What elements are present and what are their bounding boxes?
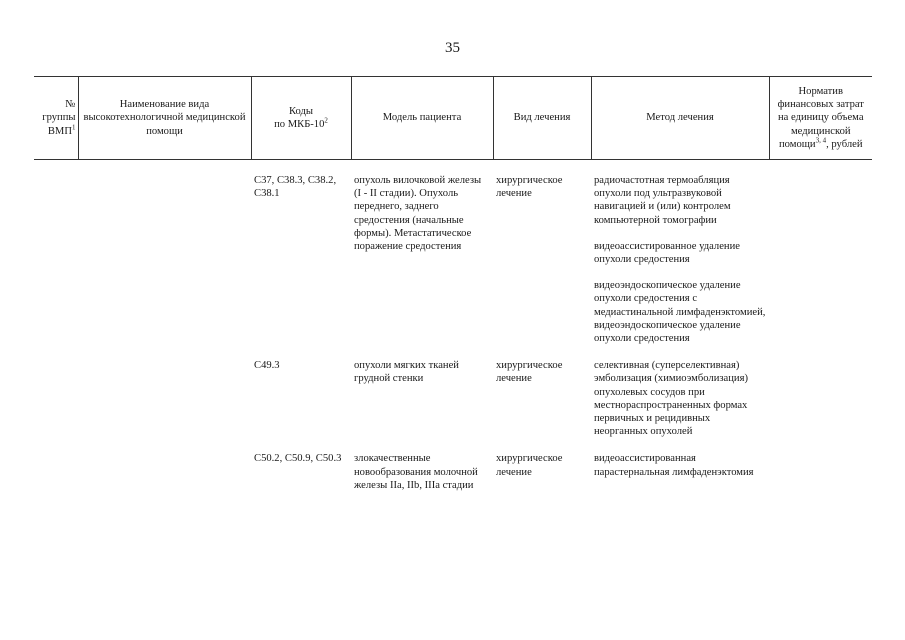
cell-icd-codes: C37, C38.3, C38.2, C38.1 <box>254 175 337 200</box>
header-codes-footnote: 2 <box>324 116 328 125</box>
cell-patient-model: опухоли мягких тканей грудной стенки <box>354 360 459 385</box>
cell-patient-model: злокачественные новообразования молочной железы IIa, IIb, IIIa стадии <box>354 453 478 491</box>
method-item: видеоассистированная парастернальная лимфаденэктомия <box>594 453 754 478</box>
cell-treatment-type: хирургическое лечение <box>496 360 563 385</box>
header-num-symbol: № <box>65 99 76 111</box>
header-care-name <box>78 77 251 160</box>
header-num-vmp: ВМП <box>47 125 72 137</box>
header-treatment-method-text: Метод лечения <box>646 112 714 124</box>
table-row <box>34 452 872 506</box>
method-item: видеоэндоскопическое удаление опухоли средостения с медиастинальной лимфаденэктомией, видеоэндоскопическое удаление опухоли средостения <box>594 280 766 345</box>
header-norm-unit: , рублей <box>826 138 863 150</box>
cell-icd-codes: C49.3 <box>254 360 280 372</box>
cell-treatment-method <box>591 359 769 452</box>
header-patient-model-text: Модель пациента <box>382 112 462 124</box>
cell-cost-norm <box>769 160 872 360</box>
method-item: селективная (суперселективная) эмболизация (химиоэмболизация) опухолевых сосудов при местнораспространенных формах первичных и рецидивных неорганных опухолей <box>594 360 748 438</box>
cell-patient-model: опухоль вилочковой железы (I - II стадии). Опухоль переднего, заднего средостения (начальные формы). Метастатическое поражение средостения <box>354 175 482 253</box>
cell-group-number <box>34 359 78 452</box>
cell-cost-norm <box>769 452 872 506</box>
method-item: радиочастотная термоабляция опухоли под ультразвуковой навигацией и (или) контролем компьютерной томографии <box>594 175 731 226</box>
cell-cost-norm <box>769 359 872 452</box>
cell-treatment-method <box>591 160 769 360</box>
header-care-name-text: Наименование вида высокотехнологичной медицинской помощи <box>83 99 246 137</box>
header-num-group: группы <box>42 112 76 124</box>
cell-group-number <box>34 452 78 506</box>
header-norm-text: Норматив финансовых затрат на единицу объема медицинской помощи <box>777 85 864 150</box>
header-icd-codes <box>251 77 351 160</box>
cell-treatment-type: хирургическое лечение <box>496 453 563 478</box>
header-cost-norm <box>769 77 872 160</box>
table-row <box>34 160 872 360</box>
cell-care-name <box>78 160 251 360</box>
vmp-table <box>34 76 872 506</box>
header-treatment-type-text: Вид лечения <box>513 112 571 124</box>
cell-treatment-method <box>591 452 769 506</box>
cell-treatment-type: хирургическое лечение <box>496 175 563 200</box>
table-row <box>34 359 872 452</box>
header-patient-model <box>351 77 493 160</box>
header-group-number <box>34 77 78 160</box>
header-treatment-method <box>591 77 769 160</box>
cell-group-number <box>34 160 78 360</box>
header-num-footnote: 1 <box>72 123 76 132</box>
header-norm-footnote: 3, 4 <box>815 136 827 145</box>
page-number: 35 <box>445 40 460 56</box>
cell-icd-codes: C50.2, C50.9, C50.3 <box>254 453 342 465</box>
method-item: видеоассистированное удаление опухоли средостения <box>594 240 740 266</box>
header-treatment-type <box>493 77 591 160</box>
cell-care-name <box>78 359 251 452</box>
header-codes-line2: по МКБ-10 <box>274 119 325 130</box>
header-codes-line1: Коды <box>288 105 314 117</box>
cell-care-name <box>78 452 251 506</box>
table-header-row <box>34 77 872 160</box>
